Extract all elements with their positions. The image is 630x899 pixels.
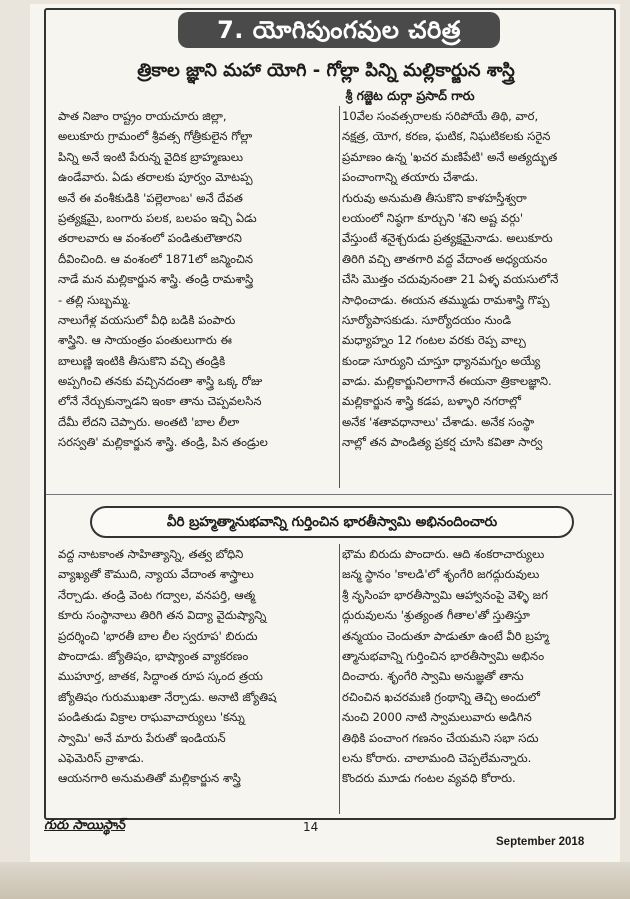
text-line: నక్షత్ర, యోగ, కరణ, ఘటిక, నిఘటికలకు సరైన <box>342 129 551 144</box>
text-line: ద్గురువులను 'శ్రుత్యంత గీతాల'తో స్తుతిస్తూ <box>342 608 530 623</box>
text-line: పాత నిజాం రాష్ట్రం రాయచూరు జిల్లా, <box>58 109 227 123</box>
text-line: రచించిన ఖచరమణి గ్రంథాన్ని తెచ్చి అందులో <box>342 689 540 704</box>
text-line: తిథికి పంచాంగ గణనం చేయమని సభా సదు <box>342 730 539 745</box>
text-line: వాడు. మల్లికార్జునిలాగానే ఈయనా త్రికాలజ్ఞాని. <box>342 374 552 389</box>
section1-right-column <box>342 106 612 453</box>
text-line: ఆయనగారి అనుమతితో మల్లికార్జున శాస్త్రి <box>58 771 241 786</box>
text-line: జన్మ స్థానం 'కాలడి'లో శృంగేరి జగద్గురువులు <box>342 567 540 582</box>
column-divider <box>339 544 340 814</box>
scan-edge <box>0 862 630 899</box>
text-line: 10వేల సంవత్సరాలకు సరిపోయే తిథి, వార, <box>342 109 539 123</box>
article-subtitle: త్రికాల జ్ఞాని మహా యోగి - గోల్లా పిన్ని మల్లికార్జున శాస్త్రి <box>137 60 515 81</box>
text-line: ఎఫెమెరిస్ వ్రాశాడు. <box>58 750 145 765</box>
text-line: దేమీ లేదని చెప్పారు. అంతటి 'బాల లీలా <box>58 414 240 429</box>
text-line: ఉండేవారు. ఏడు తరాలకు పూర్వం మోటప్ప <box>58 170 253 185</box>
text-line: ప్రమాణం ఉన్న 'ఖచర మణిపేటి' అనే అత్యద్భుత <box>342 149 558 164</box>
author-line: శ్రీ గజ్జెట దుర్గా ప్రసాద్ గారు <box>345 88 475 103</box>
text-line: నేర్చాడు. తండ్రి వెంట గద్వాల, వనపర్తి, ఆత్మ <box>58 587 256 602</box>
text-line: శ్రీ నృసింహ భారతీస్వామి ఆహ్వానంపై వెళ్ళి జగ <box>342 587 548 602</box>
text-line: కూరు సంస్థానాలు తిరిగి తన విద్యా వైదుష్యాన్ని <box>58 608 267 623</box>
text-line: పొందాడు. జ్యోతిషం, భాష్యాంత వ్యాకరణం <box>58 648 249 663</box>
text-line: ముహూర్త, జాతక, సిద్ధాంత రూప స్కంద త్రయ <box>58 669 263 684</box>
text-line: స్వామి' అనే మారు పేరుతో ఇండియన్ <box>58 730 226 745</box>
section-banner: వీరి బ్రహ్మత్మానుభవాన్ని గుర్తించిన భారతీస్వామి అభినందించారు <box>90 506 574 538</box>
section2-left-column <box>58 544 338 789</box>
text-line: వేస్తుంటే శనైశ్చరుడు ప్రత్యక్షమైనాడు. అలుకూరు <box>342 231 553 246</box>
column-divider <box>339 106 340 488</box>
text-line: లయంలో నిష్ఠగా కూర్చుని 'శని అష్ట వర్గు' <box>342 210 524 225</box>
text-line: త్మానుభవాన్ని గుర్తించిన భారతీస్వామి అభినం <box>342 648 545 663</box>
text-line: ప్రత్యక్షమై, బంగారు పలక, బలపం ఇచ్చి ఏడు <box>58 210 257 225</box>
text-line: మధ్యాహ్నం 12 గంటల వరకు రెప్ప వాల్చ <box>342 333 526 348</box>
text-line: ప్రదర్శించి 'భారతీ బాల లీల స్వరూప' బిరుదు <box>58 628 258 643</box>
text-line: దీవించింది. ఆ వంశంలో 1871లో జన్మించిన <box>58 251 254 266</box>
text-line: నాల్లో తన పాండిత్య ప్రకర్ష చూసి కవితా సార్వ <box>342 435 543 450</box>
text-line: చేసి మొత్తం చదువునంతా 21 ఏళ్ళ వయసులోనే <box>342 272 559 287</box>
text-line: దించారు. శృంగేరి స్వామి అనుజ్ఞతో తాను <box>342 669 524 684</box>
issue-date: September 2018 <box>496 836 585 848</box>
text-line: పండితుడు విక్రాల రాఘవాచార్యులు 'కన్ను <box>58 710 245 725</box>
text-line: పంచాంగాన్ని తయారు చేశాడు. <box>342 170 479 185</box>
text-line: వద్ద నాటకాంత సాహిత్యాన్ని, తత్వ బోధిని <box>58 547 244 561</box>
section2-right-column <box>342 544 612 789</box>
text-line: - తల్లి సుబ్బమ్మ. <box>58 292 131 307</box>
text-line: సాధించాడు. ఈయన తమ్ముడు రామశాస్త్రి గొప్ప <box>342 292 550 307</box>
text-line: అలుకూరు గ్రామంలో శ్రీవత్స గోత్రీకులైన గోల్లా <box>58 129 253 144</box>
text-line: తరాలవారు ఆ వంశంలో పండితులౌతారని <box>58 231 242 246</box>
section-rule <box>46 494 612 495</box>
text-line: అనేక 'శతావధానాలు' చేశాడు. అనేక సంస్థా <box>342 414 535 429</box>
text-line: కొందరు మూడు గంటల వ్యవధి కోరారు. <box>342 771 516 786</box>
text-line: తిరిగి వచ్చి తాతగారి వద్ద వేదాంత అధ్యయనం <box>342 251 548 266</box>
text-line: కుండా సూర్యుని చూస్తూ ధ్యానమగ్నం అయ్యే <box>342 353 541 368</box>
text-line: అనే ఈ వంశీకుడికి 'పల్లెలాంబ' అనే దేవత <box>58 190 243 205</box>
text-line: సరస్వతి' మల్లికార్జున శాస్త్రి. తండ్రి, పిన తండ్రుల <box>58 435 268 450</box>
text-line: నాడే మన మల్లికార్జున శాస్త్రి. తండ్రి రామశాస్త్రి <box>58 272 254 287</box>
text-line: భౌమ బిరుదు పొందారు. ఆది శంకరాచార్యులు <box>342 547 545 561</box>
section1-left-column <box>58 106 338 453</box>
text-line: లను కోరారు. చాలామంది చెప్పలేమన్నారు. <box>342 750 532 765</box>
text-line: సూర్యోపాసకుడు. సూర్యోదయం నుండి <box>342 312 512 327</box>
text-line: నుంచి 2000 నాటి స్వామలువారు అడిగిన <box>342 710 532 725</box>
text-line: మల్లికార్జున శాస్త్రి కడప, బళ్ళారి నగరాల్లో <box>342 394 521 409</box>
text-line: బాలుణ్ణి ఇంటికి తీసుకొని వచ్చి తండ్రికి <box>58 353 226 368</box>
magazine-name: గురు సాయిస్థాన్ <box>44 818 125 833</box>
text-line: జ్యోతిషం గురుముఖతా నేర్చాడు. అనాటి జ్యోతిష <box>58 689 277 704</box>
text-line: తన్మయం చెందుతూ పాడుతూ ఉంటే వీరి బ్రహ్మ <box>342 628 549 643</box>
text-line: శాస్త్రిని. ఆ సాయంత్రం పంతులుగారు ఈ <box>58 333 232 348</box>
text-line: అప్పగించి తనకు వచ్చినదంతా శాస్త్రి ఒక్క రోజు <box>58 374 263 389</box>
text-line: లోనే నేర్చుకున్నాడని ఇంకా తాను చెప్పవలసిన <box>58 394 262 409</box>
text-line: గురువు అనుమతి తీసుకొని కాళహస్తీశ్వరా <box>342 190 527 205</box>
page-number: 14 <box>303 820 319 834</box>
text-line: వ్యాఖ్యతో కౌముది, న్యాయ వేదాంత శాస్త్రాలు <box>58 567 254 582</box>
article-title: 7. యోగిపుంగవుల చరిత్ర <box>178 12 500 48</box>
text-line: నాలుగేళ్ల వయసులో వీధి బడికి పంపారు <box>58 312 236 327</box>
text-line: పిన్ని అనే ఇంటి పేరున్న వైదిక బ్రాహ్మణులు <box>58 149 243 164</box>
